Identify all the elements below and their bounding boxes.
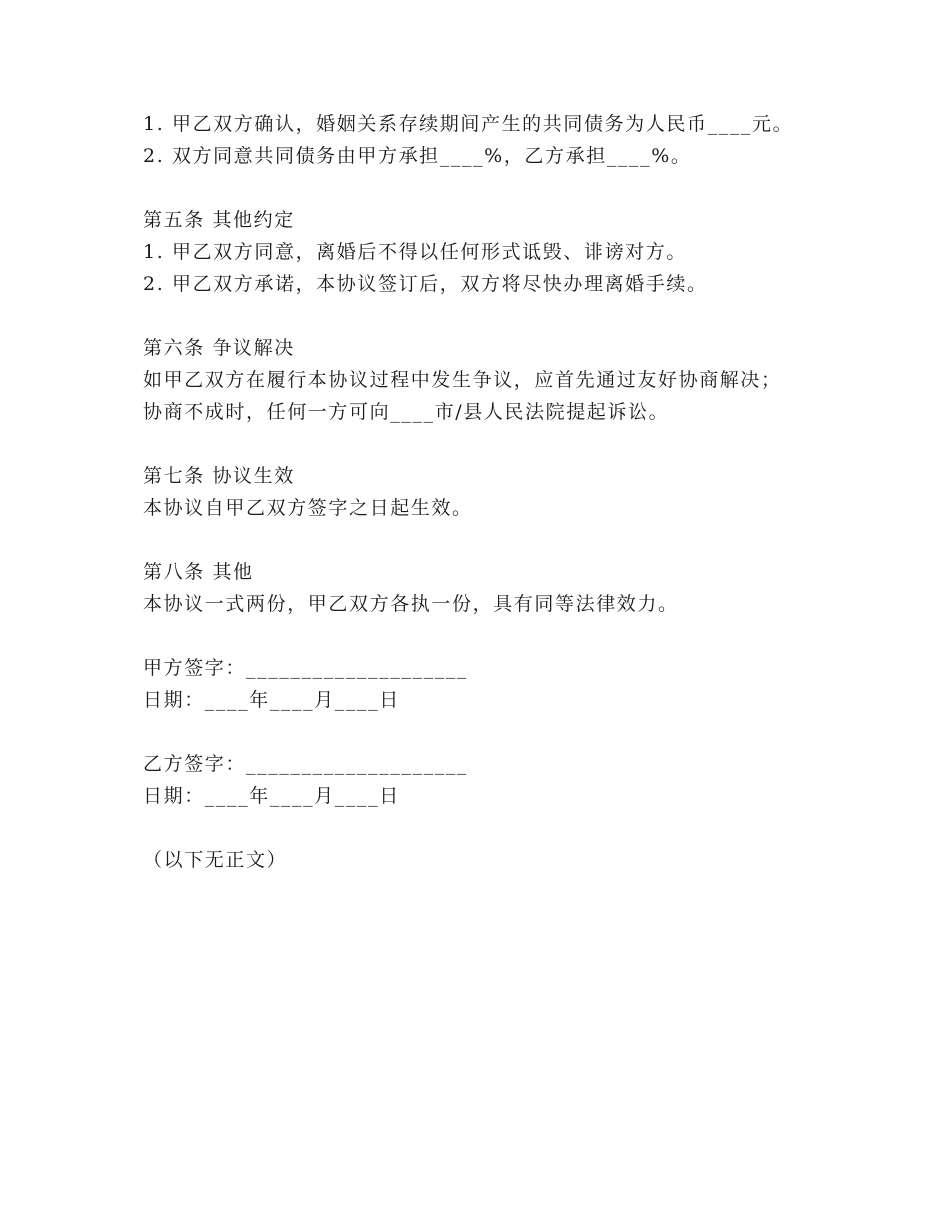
party-b-signature: 乙方签字：____________________ [143, 753, 469, 775]
party-a-signature: 甲方签字：____________________ [143, 657, 469, 679]
article-6-heading: 第六条 争议解决 [143, 337, 295, 359]
article-7-line-1: 本协议自甲乙双方签字之日起生效。 [143, 497, 473, 519]
article-8-line-1: 本协议一式两份，甲乙双方各执一份，具有同等法律效力。 [143, 593, 679, 615]
document-body [143, 108, 863, 876]
party-b-date: 日期：____年____月____日 [143, 785, 400, 807]
article-8-heading: 第八条 其他 [143, 561, 254, 583]
party-a-date: 日期：____年____月____日 [143, 689, 400, 711]
debt-item-2: 2. 双方同意共同债务由甲方承担____%，乙方承担____%。 [143, 145, 692, 167]
article-7-heading: 第七条 协议生效 [143, 465, 295, 487]
article-5-item-1: 1. 甲乙双方同意，离婚后不得以任何形式诋毁、诽谤对方。 [143, 241, 687, 263]
article-5-heading: 第五条 其他约定 [143, 209, 295, 231]
article-5-item-2: 2. 甲乙双方承诺，本协议签订后，双方将尽快办理离婚手续。 [143, 273, 708, 295]
debt-item-1: 1. 甲乙双方确认，婚姻关系存续期间产生的共同债务为人民币____元。 [143, 113, 794, 135]
article-6-line-1: 如甲乙双方在履行本协议过程中发生争议，应首先通过友好协商解决； [143, 369, 782, 391]
article-6-line-2: 协商不成时，任何一方可向____市/县人民法院提起诉讼。 [143, 401, 670, 423]
closing-note: （以下无正文） [143, 849, 288, 871]
